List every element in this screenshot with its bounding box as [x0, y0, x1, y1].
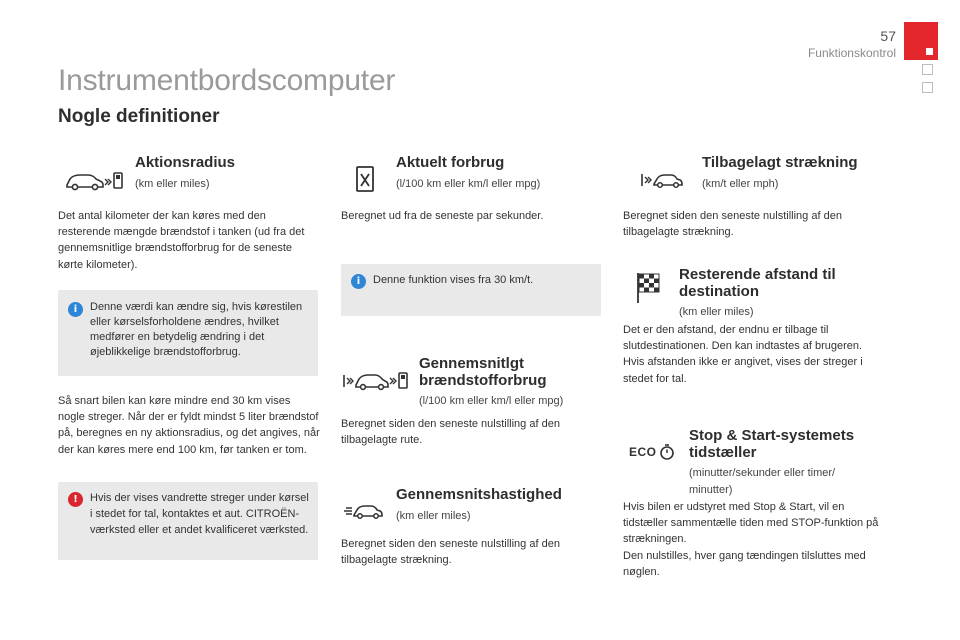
page-number: 57 — [880, 28, 896, 44]
info-note — [341, 264, 601, 316]
average-consumption-icon — [342, 370, 410, 392]
remaining-distance-unit: (km eller miles) — [679, 306, 754, 318]
chapter-tab-empty[interactable] — [922, 82, 933, 93]
checkered-flag-icon — [636, 271, 662, 305]
info-note-text: Denne værdi kan ændre sig, hvis kørestilen eller kørselsforholdene ændres, hvilket medfører en betydelig ændring i det øjeblikkelige brændstofforbrug. — [90, 301, 303, 358]
page-subtitle: Nogle definitioner — [58, 106, 220, 127]
info-icon: i — [351, 274, 366, 289]
chapter-tab[interactable] — [904, 22, 938, 60]
stop-start-unit: (minutter/sekunder eller timer/ minutter) — [689, 467, 836, 496]
warning-icon: ! — [68, 492, 83, 507]
stop-start-description: Hvis bilen er udstyret med Stop & Start, vil en tidstæller sammentælle tiden med STOP-funktion på strækningen. Den nulstilles, hver gang tændingen tilsluttes med nøglen. — [623, 501, 879, 578]
range-unit: (km eller miles) — [135, 178, 210, 190]
average-consumption-unit: (l/100 km eller km/l eller mpg) — [419, 395, 564, 407]
average-speed-unit: (km eller miles) — [396, 510, 471, 522]
average-speed-description: Beregnet siden den seneste nulstilling af den tilbagelagte strækning. — [341, 538, 560, 567]
current-consumption-unit: (l/100 km eller km/l eller mpg) — [396, 178, 541, 190]
distance-unit: (km/t eller mph) — [702, 178, 779, 190]
remaining-distance-title: Resterende afstand til destination — [679, 266, 836, 300]
chapter-tab-marker — [926, 48, 933, 55]
fuel-pump-icon — [354, 164, 378, 194]
warning-note-text: Hvis der vises vandrette streger under kørsel i stedet for tal, kontaktes et aut. CITROËN-værksted eller et andet kvalificeret værksted. — [90, 492, 309, 536]
average-consumption-description: Beregnet siden den seneste nulstilling af den tilbagelagte rute. — [341, 418, 560, 447]
average-speed-icon — [344, 502, 384, 520]
range-description: Det antal kilometer der kan køres med den resterende mængde brændstof i tanken (ud fra det gennemsnitlige brændstofforbrug for de seneste kørte kilometer). — [58, 210, 305, 271]
eco-label: ECO — [629, 445, 657, 459]
range-title: Aktionsradius — [135, 154, 236, 171]
distance-travelled-icon — [640, 170, 684, 190]
info-note-text: Denne funktion vises fra 30 km/t. — [373, 274, 534, 286]
car-fuel-pump-icon — [64, 170, 126, 192]
info-note — [58, 290, 318, 376]
average-consumption-title: Gennemsnitlgt brændstofforbrug — [419, 355, 547, 389]
stop-start-title: Stop & Start-systemets tidstæller — [689, 427, 855, 461]
range-dashes-description: Så snart bilen kan køre mindre end 30 km vises nogle streger. Når der er fyldt mindst 5 liter brændstof på, beregnes en ny aktionsradius, og det angives, når der kan køres mere end 100 km, før tanken er tom. — [58, 395, 320, 456]
remaining-distance-description: Det er den afstand, der endnu er tilbage til slutdestinationen. Den kan indtastes af brugeren. Hvis afstanden ikke er angivet, vises der streger i stedet for tal. — [623, 324, 863, 385]
warning-note — [58, 482, 318, 560]
chapter-tab-empty[interactable] — [922, 64, 933, 75]
info-icon: i — [68, 302, 83, 317]
section-name: Funktionskontrol — [807, 46, 896, 60]
distance-description: Beregnet siden den seneste nulstilling af den tilbagelagte strækning. — [623, 210, 842, 239]
eco-stopwatch-icon — [629, 443, 675, 461]
current-consumption-title: Aktuelt forbrug — [396, 154, 505, 171]
average-speed-title: Gennemsnitshastighed — [396, 486, 562, 503]
distance-title: Tilbagelagt strækning — [702, 154, 858, 171]
current-consumption-description: Beregnet ud fra de seneste par sekunder. — [341, 210, 544, 222]
page-title: Instrumentbordscomputer — [58, 64, 396, 97]
